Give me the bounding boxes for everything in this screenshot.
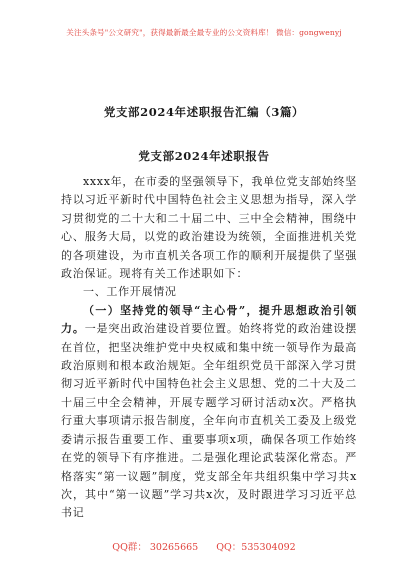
- footer-contact: [0, 539, 408, 553]
- body-text: 一是突出政治建设首要位置。始终将党的政治建设摆在首位，把坚决维护党中央权威和集中统一领导作为最高政治原则和根本政治规矩。全年组织党员干部深入学习贯彻习近平新时代中国特色社会主义思想、党的二十大及二十届三中全会精神，开展专题学习研讨活动x次。严格执行重大事项请示报告制度，全年向市直机关工委及上级党委请示报告重要工作、重要事项x项，确保各项工作始终在党的领导下有序推进。二是强化理论武装深化常态。严格落实“第一议题”制度，党支部全年共组织集中学习共x次，其中“第一议题”学习共x次，及时跟进学习习近平总书记: [61, 322, 357, 520]
- heading-party-leadership: （一）坚持党的领导“主心骨”，提升思想政治引领力。: [61, 303, 357, 336]
- section-title: 党支部2024年述职报告: [138, 149, 270, 163]
- intro-paragraph: xxxx年，在市委的坚强领导下，我单位党支部始终坚持以习近平新时代中国特色社会主义思想为指导，深入学习贯彻党的二十大和二十届二中、三中全会精神，围绕中心、服务大局，以党的政治建设为统领，全面推进机关党的各项建设，为市直机关各项工作的顺利开展提供了坚强政治保证。现将有关工作述职如下：: [61, 175, 357, 281]
- heading-work-status: 一、工作开展情况: [83, 285, 177, 299]
- subsection-paragraph: [61, 302, 357, 523]
- document-body: [61, 173, 357, 523]
- document-title: 党支部2024年述职报告汇编（3篇）: [103, 105, 305, 119]
- header-banner: 关注头条号"公文研究"，获得最新最全最专业的公文资料库！ 微信：gongwenyj: [66, 28, 342, 37]
- footer-qq-group: QQ群： 30265665: [112, 542, 199, 553]
- footer-qq: QQ：535304092: [216, 542, 296, 553]
